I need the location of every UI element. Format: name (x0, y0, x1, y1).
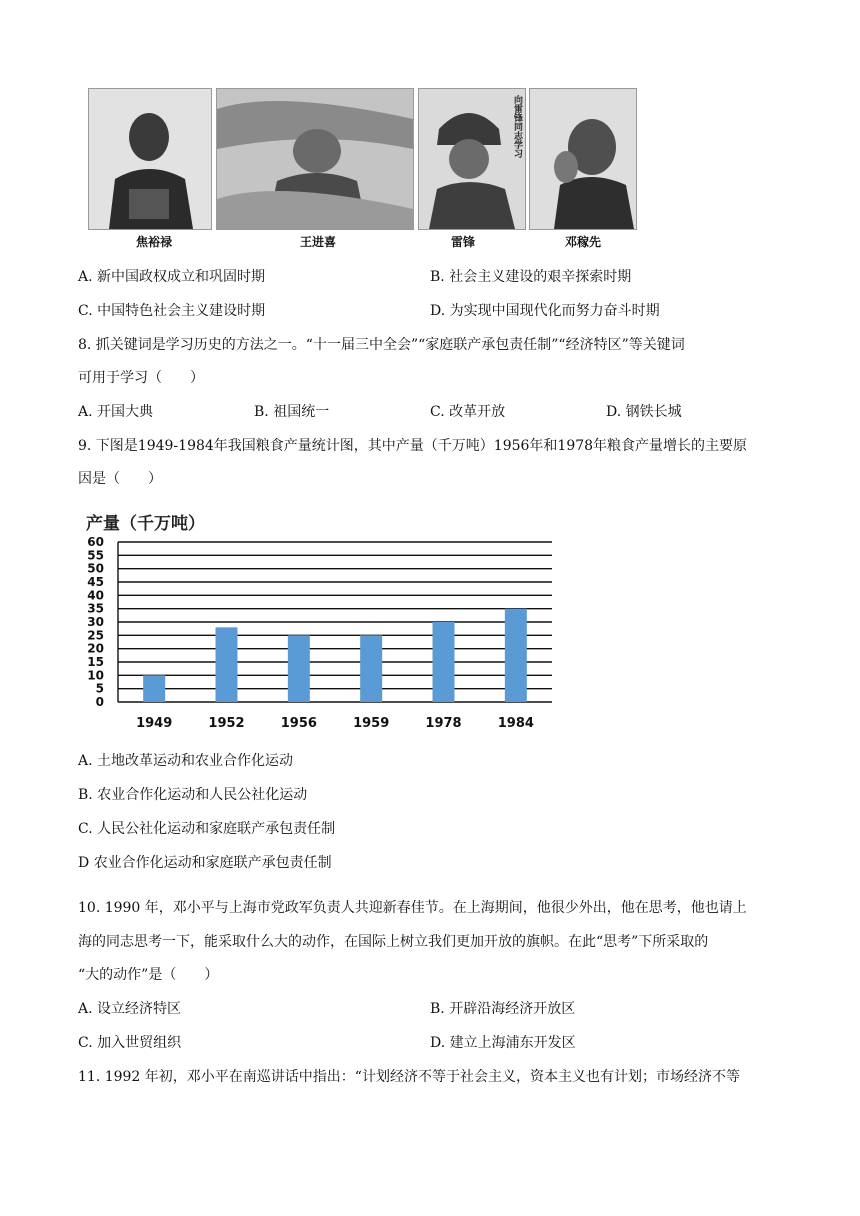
q8-stem-line-2: 可用于学习（ ） (78, 370, 204, 386)
x-tick-label: 1959 (353, 716, 390, 731)
y-tick-label: 10 (87, 668, 104, 683)
bar-1949 (143, 675, 165, 702)
option-text: 中国特色社会主义建设时期 (97, 303, 266, 319)
x-tick-label: 1978 (425, 716, 462, 731)
y-tick-label: 45 (87, 575, 104, 589)
option-letter: A. (78, 1001, 93, 1017)
bar-1956 (288, 635, 310, 702)
y-tick-label: 25 (87, 628, 104, 643)
grain-output-bar-chart (80, 532, 570, 742)
photo-jiao-yulu (88, 88, 212, 230)
q8-option-d (606, 402, 682, 422)
chart-x-tick-labels (136, 716, 534, 731)
q10-option-a (78, 999, 181, 1019)
portrait-photo-strip (88, 88, 636, 254)
caption-lei-feng: 雷锋 (450, 235, 475, 249)
q10-stem-line-2: 海的同志思考一下，能采取什么大的动作，在国际上树立我们更加开放的旗帜。在此“思考”下所采取的 (78, 934, 709, 950)
option-letter: D. (430, 1035, 446, 1051)
x-tick-label: 1956 (280, 716, 317, 731)
q8-option-b (254, 402, 329, 422)
q10-stem-line-1: 10. 1990 年，邓小平与上海市党政军负责人共迎新春佳节。在上海期间，他很少外出，他在思考，他也请上 (78, 900, 747, 916)
caption-deng-jiaxian: 邓稼先 (564, 235, 601, 249)
q11-stem-line-1: 11. 1992 年初，邓小平在南巡讲话中指出：“计划经济不等于社会主义，资本主义也有计划；市场经济不等 (78, 1069, 740, 1085)
y-tick-label: 40 (87, 588, 104, 603)
option-text: 开国大典 (97, 404, 154, 420)
portrait-figure-icon (419, 89, 525, 229)
q8-option-a (78, 402, 153, 422)
y-tick-label: 15 (87, 655, 104, 669)
q9-option-c (78, 819, 335, 839)
lei-feng-inscription: 向雷锋同志学习 (512, 95, 522, 158)
q7-option-c (78, 301, 265, 321)
option-text: 农业合作化运动和家庭联产承包责任制 (93, 855, 332, 871)
option-letter: A. (78, 269, 93, 285)
option-letter: C. (78, 303, 93, 319)
q9-option-a (78, 751, 293, 771)
y-tick-label: 5 (95, 681, 104, 696)
option-letter: C. (78, 821, 93, 837)
chart-gridlines (118, 542, 552, 702)
option-letter: D (78, 855, 90, 871)
option-text: 开辟沿海经济开放区 (449, 1001, 576, 1017)
chart-y-tick-labels (87, 535, 104, 709)
photo-wang-jinxi (216, 88, 414, 230)
option-text: 改革开放 (449, 404, 506, 420)
q10-option-b (430, 999, 575, 1019)
option-letter: B. (78, 787, 93, 803)
option-letter: B. (254, 404, 269, 420)
portrait-figure-icon (530, 89, 636, 229)
photo-deng-jiaxian (529, 88, 637, 230)
option-text: 建立上海浦东开发区 (449, 1035, 576, 1051)
y-tick-label: 50 (87, 561, 104, 576)
bar-1978 (433, 622, 455, 702)
option-letter: D. (430, 303, 446, 319)
q10-stem-line-3: “大的动作”是（ ） (78, 967, 219, 983)
q8-stem-line-1: 8. 抓关键词是学习历史的方法之一。“十一届三中全会”“家庭联产承包责任制”“经济特区”等关键词 (78, 337, 685, 353)
bar-1959 (360, 635, 382, 702)
y-tick-label: 30 (87, 615, 104, 629)
y-tick-label: 55 (87, 548, 104, 563)
option-text: 钢铁长城 (625, 404, 682, 420)
q9-stem-line-2: 因是（ ） (78, 471, 162, 487)
option-letter: D. (606, 404, 622, 420)
option-text: 人民公社化运动和家庭联产承包责任制 (97, 821, 336, 837)
option-text: 土地改革运动和农业合作化运动 (97, 753, 294, 769)
bar-1984 (505, 609, 527, 702)
option-letter: B. (430, 269, 445, 285)
option-text: 祖国统一 (273, 404, 330, 420)
y-tick-label: 35 (87, 601, 104, 616)
q9-option-d (78, 853, 332, 873)
q9-option-b (78, 785, 307, 805)
option-letter: C. (430, 404, 445, 420)
option-text: 社会主义建设的艰辛探索时期 (449, 269, 632, 285)
y-tick-label: 0 (95, 695, 104, 709)
q7-option-b (430, 267, 631, 287)
option-text: 设立经济特区 (97, 1001, 182, 1017)
q7-option-a (78, 267, 265, 287)
x-tick-label: 1952 (208, 716, 245, 731)
option-text: 加入世贸组织 (97, 1035, 182, 1051)
photo-lei-feng (418, 88, 526, 230)
option-text: 农业合作化运动和人民公社化运动 (97, 787, 308, 803)
q7-option-d (430, 301, 660, 321)
q10-option-c (78, 1033, 181, 1053)
y-tick-label: 20 (87, 641, 104, 656)
caption-wang-jinxi: 王进喜 (299, 235, 336, 249)
portrait-figure-icon (89, 89, 211, 229)
bar-1952 (216, 627, 238, 702)
q9-stem-line-1: 9. 下图是1949-1984年我国粮食产量统计图，其中产量（千万吨）1956年和1978年粮食产量增长的主要原 (78, 438, 748, 454)
option-text: 新中国政权成立和巩固时期 (97, 269, 266, 285)
option-letter: A. (78, 404, 93, 420)
option-letter: A. (78, 753, 93, 769)
option-letter: B. (430, 1001, 445, 1017)
option-letter: C. (78, 1035, 93, 1051)
x-tick-label: 1984 (497, 716, 534, 731)
y-tick-label: 60 (87, 535, 104, 549)
x-tick-label: 1949 (136, 716, 173, 731)
option-text: 为实现中国现代化而努力奋斗时期 (449, 303, 660, 319)
q10-option-d (430, 1033, 576, 1053)
portrait-figure-icon (217, 89, 413, 229)
caption-jiao-yulu: 焦裕禄 (135, 235, 172, 249)
q8-option-c (430, 402, 505, 422)
chart-title: 产量（千万吨） (86, 514, 205, 534)
